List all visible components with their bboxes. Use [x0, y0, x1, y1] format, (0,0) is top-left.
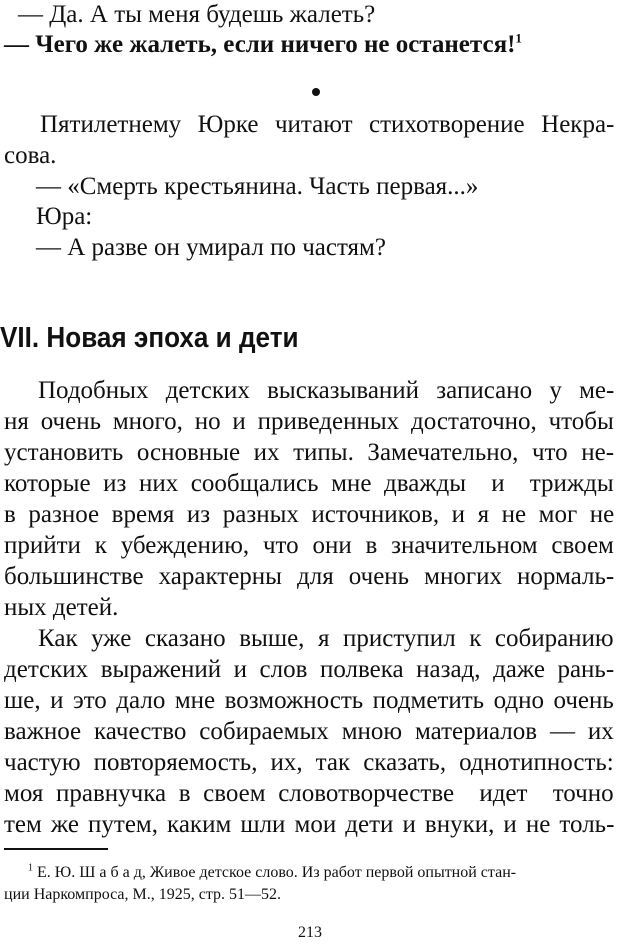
paragraph-2-line: важное качество собираемых мною материалов — их	[4, 718, 614, 745]
anecdote-line-1: Пятилетнему Юрке читают стихотворение Некра-	[40, 111, 615, 138]
dialogue-line-2	[4, 30, 620, 60]
anecdote-line-3: — «Смерть крестьянина. Часть первая...»	[36, 173, 479, 200]
footnote-line-1	[28, 862, 620, 884]
paragraph-1-line: ня очень много, но и приведенных достаточно, чтобы	[4, 408, 614, 435]
dialogue-line-1: — Да. А ты меня будешь жалеть?	[18, 1, 376, 28]
paragraph-1-line: большинстве характерны для очень многих нормаль-	[4, 563, 615, 590]
footnote-rule	[4, 848, 108, 850]
separator-bullet	[312, 88, 320, 96]
footnote-line-2: ции Наркомпроса, М., 1925, стр. 51—52.	[4, 886, 281, 903]
dialogue-line-2-text: — Чего же жалеть, если ничего не останется!	[4, 31, 516, 58]
footnote-reference-mark: 1	[515, 30, 522, 46]
paragraph-1-line: ных детей.	[4, 594, 119, 621]
section-heading: VII. Новая эпоха и дети	[0, 322, 299, 354]
paragraph-2-line: моя правнучка в своем словотворчестве идет точно	[4, 780, 614, 807]
paragraph-1-line: прийти к убеждению, что они в значительном своем	[4, 532, 614, 559]
page-number: 213	[298, 924, 322, 941]
paragraph-2-line: частую повторяемость, их, так сказать, однотипность:	[4, 749, 614, 776]
paragraph-2-line: ше, и это дало мне возможность подметить одно очень	[4, 687, 614, 714]
paragraph-1-line: установить основные их типы. Замечательно, что не-	[4, 439, 615, 466]
footnote-line-1-text: Е. Ю. Ш а б а д, Живое детское слово. Из работ первой опытной стан-	[33, 864, 517, 881]
footnote-mark: 1	[28, 862, 33, 874]
anecdote-line-4: Юра:	[36, 203, 93, 230]
paragraph-2-line: тем же путем, каким шли мои дети и внуки, и не толь-	[4, 811, 615, 838]
paragraph-1-line: Подобных детских высказываний записано у ме-	[38, 377, 615, 404]
anecdote-line-2: сова.	[4, 142, 57, 169]
paragraph-2-line: детских выражений и слов полвека назад, даже рань-	[4, 656, 615, 683]
anecdote-line-5: — А разве он умирал по частям?	[36, 234, 386, 261]
paragraph-1-line: в разное время из разных источников, и я не мог не	[4, 501, 615, 528]
paragraph-1-line: которые из них сообщались мне дважды и трижды	[4, 470, 614, 497]
paragraph-2-line: Как уже сказано выше, я приступил к собиранию	[38, 625, 614, 652]
